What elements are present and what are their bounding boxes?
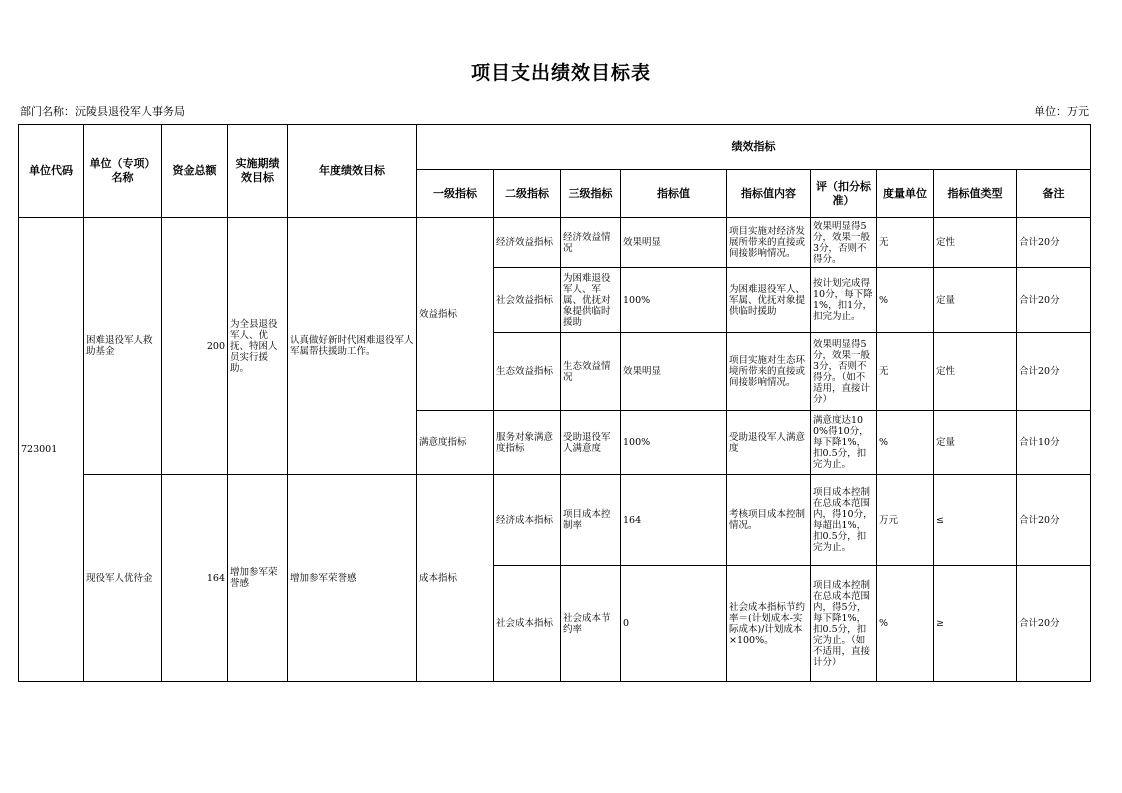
measure-unit-cell: 万元	[877, 475, 934, 566]
scoring-cell: 效果明显得5分，效果一般3分，否则不得分。（如不适用，直接计分）	[811, 333, 877, 411]
project-period-goal-cell: 为全县退役军人、优抚、特困人员实行援助。	[228, 218, 288, 475]
measure-unit-cell: %	[877, 411, 934, 475]
value-type-cell: ≥	[934, 566, 1017, 682]
remark-cell: 合计20分	[1017, 566, 1091, 682]
value-type-cell: ≤	[934, 475, 1017, 566]
level2-cell: 经济成本指标	[494, 475, 561, 566]
level2-cell: 生态效益指标	[494, 333, 561, 411]
currency-unit: 单位：万元	[1034, 105, 1089, 118]
level3-cell: 受助退役军人满意度	[561, 411, 621, 475]
indicator-value-cell: 效果明显	[621, 218, 727, 268]
indicator-value-cell: 100%	[621, 411, 727, 475]
remark-cell: 合计20分	[1017, 333, 1091, 411]
header-remark: 备注	[1017, 170, 1091, 218]
remark-cell: 合计10分	[1017, 411, 1091, 475]
project-name-cell: 现役军人优待金	[84, 475, 162, 682]
scoring-cell: 按计划完成得10分，每下降1%，扣1分，扣完为止。	[811, 268, 877, 333]
header-measure-unit: 度量单位	[877, 170, 934, 218]
indicator-content-cell: 项目实施对生态环境所带来的直接或间接影响情况。	[727, 333, 811, 411]
level3-cell: 为困难退役军人、军属、优抚对象提供临时援助	[561, 268, 621, 333]
measure-unit-cell: 无	[877, 218, 934, 268]
project-funds-cell: 164	[162, 475, 228, 682]
measure-unit-cell: %	[877, 268, 934, 333]
indicator-value-cell: 164	[621, 475, 727, 566]
header-period-goal: 实施期绩效目标	[228, 125, 288, 218]
value-type-cell: 定性	[934, 218, 1017, 268]
unit-code-cell: 723001	[19, 218, 84, 682]
project-name-cell: 困难退役军人救助基金	[84, 218, 162, 475]
header-level2: 二级指标	[494, 170, 561, 218]
project-annual-goal-cell: 增加参军荣誉感	[288, 475, 417, 682]
department-name: 部门名称：沅陵县退役军人事务局	[20, 105, 185, 118]
level2-cell: 社会效益指标	[494, 268, 561, 333]
header-level1: 一级指标	[417, 170, 494, 218]
indicator-content-cell: 为困难退役军人、军属、优抚对象提供临时援助	[727, 268, 811, 333]
indicator-value-cell: 100%	[621, 268, 727, 333]
performance-table	[18, 124, 1091, 682]
scoring-cell: 项目成本控制在总成本范围内，得10分，每超出1%，扣0.5分，扣完为止。	[811, 475, 877, 566]
table-row	[19, 218, 1091, 268]
value-type-cell: 定性	[934, 333, 1017, 411]
level2-cell: 服务对象满意度指标	[494, 411, 561, 475]
header-indicator-content: 指标值内容	[727, 170, 811, 218]
project-funds-cell: 200	[162, 218, 228, 475]
level1-cell: 满意度指标	[417, 411, 494, 475]
page-title: 项目支出绩效目标表	[470, 62, 651, 84]
level2-cell: 社会成本指标	[494, 566, 561, 682]
indicator-value-cell: 效果明显	[621, 333, 727, 411]
header-total-funds: 资金总额	[162, 125, 228, 218]
indicator-content-cell: 受助退役军人满意度	[727, 411, 811, 475]
header-indicator-value: 指标值	[621, 170, 727, 218]
remark-cell: 合计20分	[1017, 218, 1091, 268]
header-value-type: 指标值类型	[934, 170, 1017, 218]
header-unit-name: 单位（专项）名称	[84, 125, 162, 218]
table-row	[19, 475, 1091, 566]
level2-cell: 经济效益指标	[494, 218, 561, 268]
project-period-goal-cell: 增加参军荣誉感	[228, 475, 288, 682]
header-level3: 三级指标	[561, 170, 621, 218]
header-annual-goal: 年度绩效目标	[288, 125, 417, 218]
indicator-value-cell: 0	[621, 566, 727, 682]
remark-cell: 合计20分	[1017, 475, 1091, 566]
header-unit-code: 单位代码	[19, 125, 84, 218]
remark-cell: 合计20分	[1017, 268, 1091, 333]
indicator-content-cell: 项目实施对经济发展所带来的直接或间接影响情况。	[727, 218, 811, 268]
measure-unit-cell: 无	[877, 333, 934, 411]
level3-cell: 社会成本节约率	[561, 566, 621, 682]
level3-cell: 生态效益情况	[561, 333, 621, 411]
level3-cell: 经济效益情况	[561, 218, 621, 268]
indicator-content-cell: 社会成本指标节约率＝(计划成本-实际成本)/计划成本×100%。	[727, 566, 811, 682]
level3-cell: 项目成本控制率	[561, 475, 621, 566]
measure-unit-cell: %	[877, 566, 934, 682]
header-performance-indicators: 绩效指标	[417, 125, 1091, 170]
scoring-cell: 满意度达100%得10分，每下降1%，扣0.5分，扣完为止。	[811, 411, 877, 475]
scoring-cell: 效果明显得5分，效果一般3分，否则不得分。	[811, 218, 877, 268]
header-scoring: 评（扣分标准）	[811, 170, 877, 218]
level1-cell: 成本指标	[417, 475, 494, 682]
scoring-cell: 项目成本控制在总成本范围内，得5分，每下降1%，扣0.5分，扣完为止。（如不适用，直接计分）	[811, 566, 877, 682]
value-type-cell: 定量	[934, 268, 1017, 333]
indicator-content-cell: 考核项目成本控制情况。	[727, 475, 811, 566]
header-row-1	[19, 125, 1091, 170]
level1-cell: 效益指标	[417, 218, 494, 411]
project-annual-goal-cell: 认真做好新时代困难退役军人军属帮扶援助工作。	[288, 218, 417, 475]
value-type-cell: 定量	[934, 411, 1017, 475]
